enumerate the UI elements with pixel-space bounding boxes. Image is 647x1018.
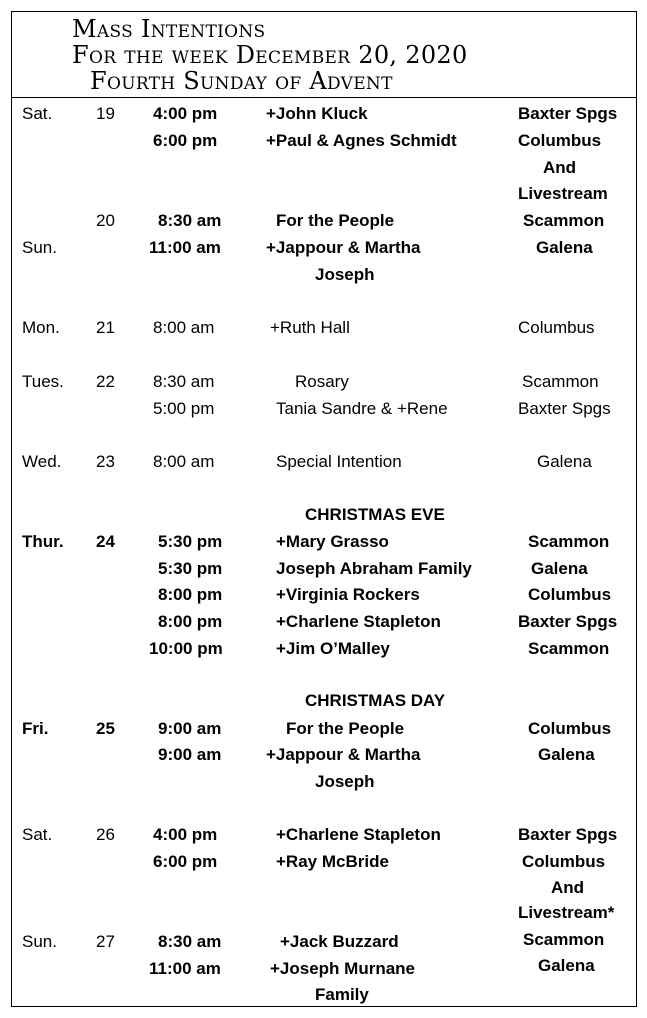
day-label: Sat. (22, 104, 53, 123)
mass-intention: Rosary (295, 372, 349, 391)
mass-location: Galena (531, 559, 588, 578)
mass-location: Scammon (523, 930, 605, 949)
mass-intention-line2: Family (315, 985, 369, 1004)
mass-time: 6:00 pm (153, 131, 218, 150)
mass-intention: +Paul & Agnes Schmidt (266, 131, 457, 150)
mass-intention: +Charlene Stapleton (276, 612, 441, 631)
day-label: Wed. (22, 452, 62, 471)
mass-time: 9:00 am (158, 745, 222, 764)
date-label: 26 (96, 825, 115, 844)
mass-location: Baxter Spgs (518, 399, 611, 418)
mass-intention: +Jack Buzzard (280, 932, 399, 951)
mass-intention: Special Intention (276, 452, 402, 471)
day-label: Sun. (22, 238, 57, 257)
mass-intention: Tania Sandre & +Rene (276, 399, 448, 418)
mass-time: 5:30 pm (158, 559, 223, 578)
mass-time: 8:30 am (153, 372, 215, 391)
mass-time: 8:30 am (158, 211, 222, 230)
date-label: 27 (96, 932, 115, 951)
mass-location: Galena (538, 956, 595, 975)
mass-location: Baxter Spgs (518, 612, 618, 631)
mass-location: Scammon (523, 211, 605, 230)
mass-location: Scammon (528, 639, 610, 658)
mass-location: Baxter Spgs (518, 104, 618, 123)
day-label: Tues. (22, 372, 64, 391)
day-label: Sun. (22, 932, 57, 951)
mass-intention: +Joseph Murnane (270, 959, 416, 978)
mass-intention: Joseph Abraham Family (276, 559, 472, 578)
mass-location: Columbus (518, 131, 602, 150)
mass-intention: For the People (286, 719, 405, 738)
mass-location-line2: And (551, 878, 585, 897)
mass-time: 8:00 am (153, 318, 215, 337)
mass-time: 4:00 pm (153, 825, 218, 844)
mass-location: Scammon (528, 532, 610, 551)
mass-time: 9:00 am (158, 719, 222, 738)
mass-intentions-document (11, 11, 637, 1007)
section-christmas-day: CHRISTMAS DAY (305, 691, 446, 710)
mass-intention: +Jappour & Martha (266, 238, 421, 257)
date-label: 19 (96, 104, 115, 123)
mass-intention: For the People (276, 211, 395, 230)
header-box (12, 12, 636, 98)
mass-time: 8:00 pm (158, 585, 223, 604)
mass-location: Columbus (528, 585, 612, 604)
mass-time: 8:00 am (153, 452, 215, 471)
mass-time: 4:00 pm (153, 104, 218, 123)
mass-location: Baxter Spgs (518, 825, 618, 844)
mass-location: Scammon (522, 372, 599, 391)
day-label: Thur. (22, 532, 64, 551)
mass-intention: +Charlene Stapleton (276, 825, 441, 844)
date-label: 24 (96, 532, 115, 551)
mass-intention: +Virginia Rockers (276, 585, 420, 604)
mass-intention: +Ray McBride (276, 852, 389, 871)
mass-time: 11:00 am (149, 959, 221, 978)
mass-location: Columbus (522, 852, 606, 871)
header-sunday: Fourth Sunday of Advent (90, 67, 393, 95)
date-label: 25 (96, 719, 115, 738)
mass-intention: +Jim O’Malley (276, 639, 390, 658)
mass-intention: +Mary Grasso (276, 532, 389, 551)
mass-location-line2: And (543, 158, 577, 177)
mass-location-line3: Livestream (518, 184, 608, 203)
mass-time: 8:00 pm (158, 612, 223, 631)
mass-location-line3: Livestream* (518, 903, 615, 922)
mass-location: Galena (538, 745, 595, 764)
mass-intention-line2: Joseph (315, 772, 375, 791)
mass-location: Galena (536, 238, 593, 257)
day-label: Sat. (22, 825, 53, 844)
mass-time: 5:00 pm (153, 399, 215, 418)
mass-time: 8:30 am (158, 932, 222, 951)
mass-location: Columbus (528, 719, 612, 738)
date-label: 23 (96, 452, 115, 471)
day-label: Fri. (22, 719, 49, 738)
mass-time: 5:30 pm (158, 532, 223, 551)
mass-location: Columbus (518, 318, 595, 337)
section-christmas-eve: CHRISTMAS EVE (305, 505, 445, 524)
mass-time: 10:00 pm (149, 639, 223, 658)
mass-location: Galena (537, 452, 592, 471)
mass-intention-line2: Joseph (315, 265, 375, 284)
day-label: Mon. (22, 318, 60, 337)
date-label: 21 (96, 318, 115, 337)
mass-intention: +Jappour & Martha (266, 745, 421, 764)
header-week: For the week December 20, 2020 (72, 41, 468, 69)
mass-time: 6:00 pm (153, 852, 218, 871)
mass-intention: +Ruth Hall (270, 318, 350, 337)
mass-intention: +John Kluck (266, 104, 368, 123)
header-title: Mass Intentions (72, 15, 266, 43)
date-label: 22 (96, 372, 115, 391)
date-label: 20 (96, 211, 115, 230)
mass-time: 11:00 am (149, 238, 221, 257)
